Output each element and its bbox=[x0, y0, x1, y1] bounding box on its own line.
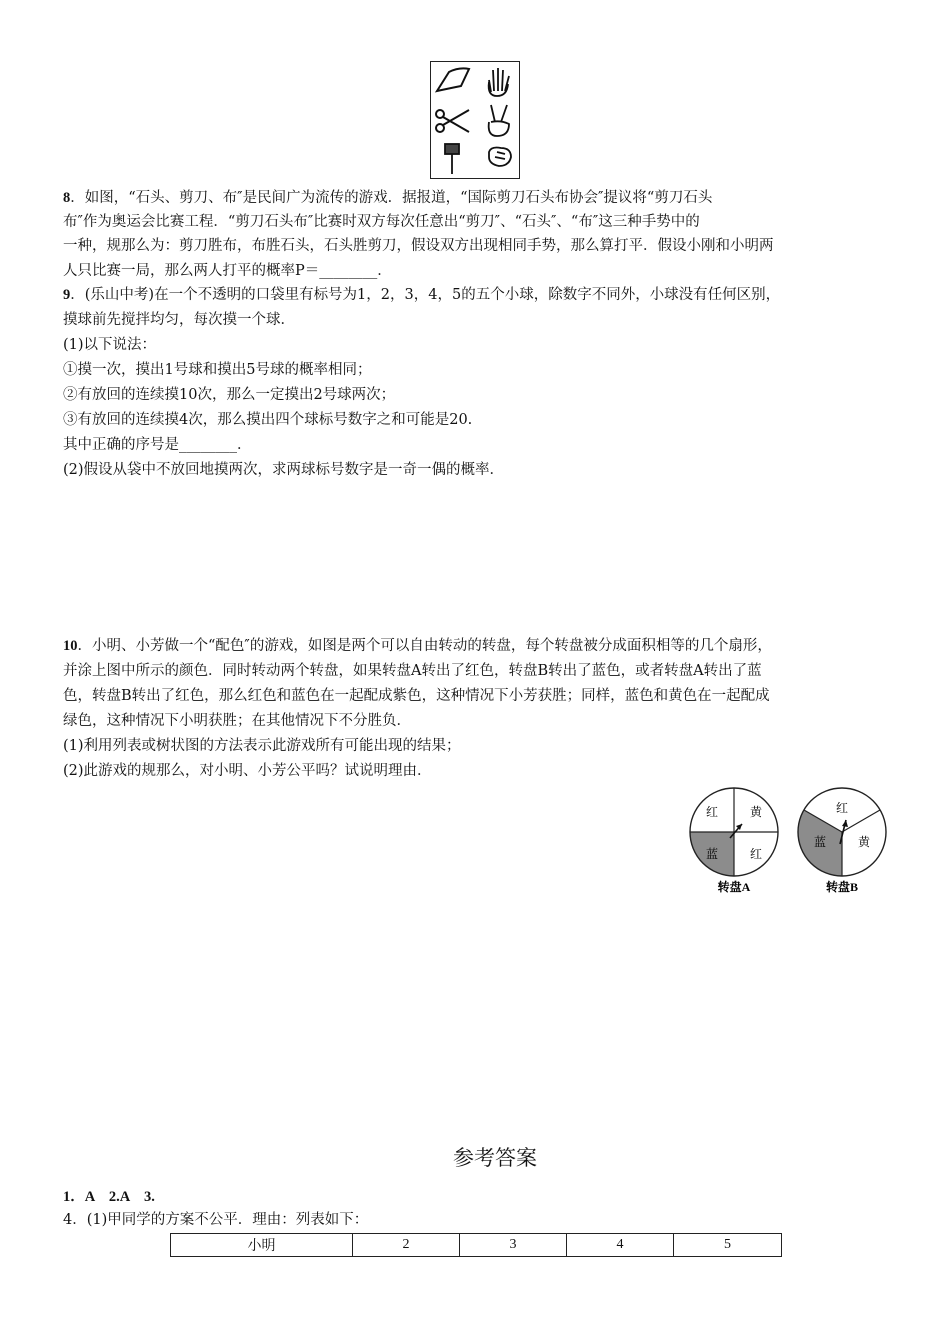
spinner-b bbox=[798, 788, 886, 894]
q9-line-6: ③有放回的连续摸4次，那么摸出四个球标号数字之和可能是20. bbox=[63, 412, 473, 428]
answers-line-1: 1．A 2.A 3. bbox=[63, 1189, 155, 1205]
q9-number: 9 bbox=[63, 287, 71, 303]
q10-line-1: 10．小明、小芳做一个“配色″的游戏，如图是两个可以自由转动的转盘，每个转盘被分成面积相等的几个扇形， bbox=[63, 638, 772, 654]
fist-hand-icon bbox=[489, 148, 511, 167]
q10-line-5: (1)利用列表或树状图的方法表示此游戏所有可能出现的结果； bbox=[63, 738, 461, 754]
q10-number: 10 bbox=[63, 638, 78, 654]
table-cell: 2 bbox=[353, 1234, 460, 1257]
q8-line-1: 8．如图，“石头、剪刀、布″是民间广为流传的游戏．据报道，“国际剪刀石头布协会″提议将“剪刀石头 bbox=[63, 190, 713, 206]
victory-hand-icon bbox=[489, 105, 509, 136]
table-cell: 5 bbox=[674, 1234, 782, 1257]
spinner-a-caption: 转盘A bbox=[717, 880, 751, 894]
spinner-b-label-yellow: 黄 bbox=[857, 835, 871, 849]
paper-cloth-icon bbox=[437, 68, 469, 91]
spinner-a-label-blue: 蓝 bbox=[705, 847, 719, 861]
q8-number: 8 bbox=[63, 190, 71, 206]
q10-line-2: 并涂上图中所示的颜色．同时转动两个转盘，如果转盘A转出了红色，转盘B转出了蓝色，或者转盘A转出了蓝 bbox=[63, 663, 762, 679]
q9-line-3: (1)以下说法： bbox=[63, 337, 157, 353]
answers-line-4: 4．(1)甲同学的方案不公平．理由：列表如下： bbox=[63, 1212, 369, 1228]
q10-line-3: 色，转盘B转出了红色，那么红色和蓝色在一起配成紫色，这种情况下小芳获胜；同样，蓝色和黄色在一起配成 bbox=[63, 688, 770, 704]
table-cell: 3 bbox=[460, 1234, 567, 1257]
q8-line-4: 人只比赛一局，那么两人打平的概率P＝________． bbox=[63, 263, 392, 279]
spinner-a-label-red-2: 红 bbox=[749, 847, 763, 861]
hammer-rock-icon bbox=[445, 144, 459, 174]
spinner-b-caption: 转盘B bbox=[825, 880, 859, 894]
spinner-b-label-blue: 蓝 bbox=[813, 835, 827, 849]
q9-line-1: 9．(乐山中考)在一个不透明的口袋里有标号为1，2，3，4，5的五个小球，除数字不同外，小球没有任何区别， bbox=[63, 287, 781, 303]
answers-title: 参考答案 bbox=[453, 1146, 537, 1170]
spinner-a-label-red-1: 红 bbox=[705, 805, 719, 819]
spinner-a-label-yellow: 黄 bbox=[749, 805, 763, 819]
open-hand-icon bbox=[489, 68, 509, 96]
q9-line-7: 其中正确的序号是________． bbox=[63, 437, 252, 453]
table-cell: 4 bbox=[567, 1234, 674, 1257]
q8-line-2: 布″作为奥运会比赛工程．“剪刀石头布″比赛时双方每次任意出“剪刀″、“石头″、“布″这三种手势中的 bbox=[63, 214, 700, 230]
q10-line-6: (2)此游戏的规那么，对小明、小芳公平吗？试说明理由． bbox=[63, 763, 432, 779]
spinner-a bbox=[690, 788, 778, 894]
answer-table bbox=[170, 1233, 782, 1257]
q8-line-3: 一种，规那么为：剪刀胜布，布胜石头，石头胜剪刀，假设双方出现相同手势，那么算打平．假设小刚和小明两 bbox=[63, 238, 774, 254]
table-cell-header: 小明 bbox=[171, 1234, 353, 1257]
q9-line-4: ①摸一次，摸出1号球和摸出5号球的概率相同； bbox=[63, 362, 372, 378]
q9-line-5: ②有放回的连续摸10次，那么一定摸出2号球两次； bbox=[63, 387, 396, 403]
gesture-figure bbox=[430, 61, 520, 179]
scissors-icon bbox=[436, 110, 469, 132]
spinner-b-label-red: 红 bbox=[835, 801, 849, 815]
table-row bbox=[171, 1234, 782, 1257]
q10-line-4: 绿色，这种情况下小明获胜；在其他情况下不分胜负． bbox=[63, 713, 411, 729]
q9-line-2: 摸球前先搅拌均匀，每次摸一个球． bbox=[63, 312, 295, 328]
spinners-figure bbox=[685, 780, 895, 895]
q9-line-8: (2)假设从袋中不放回地摸两次，求两球标号数字是一奇一偶的概率． bbox=[63, 462, 505, 478]
